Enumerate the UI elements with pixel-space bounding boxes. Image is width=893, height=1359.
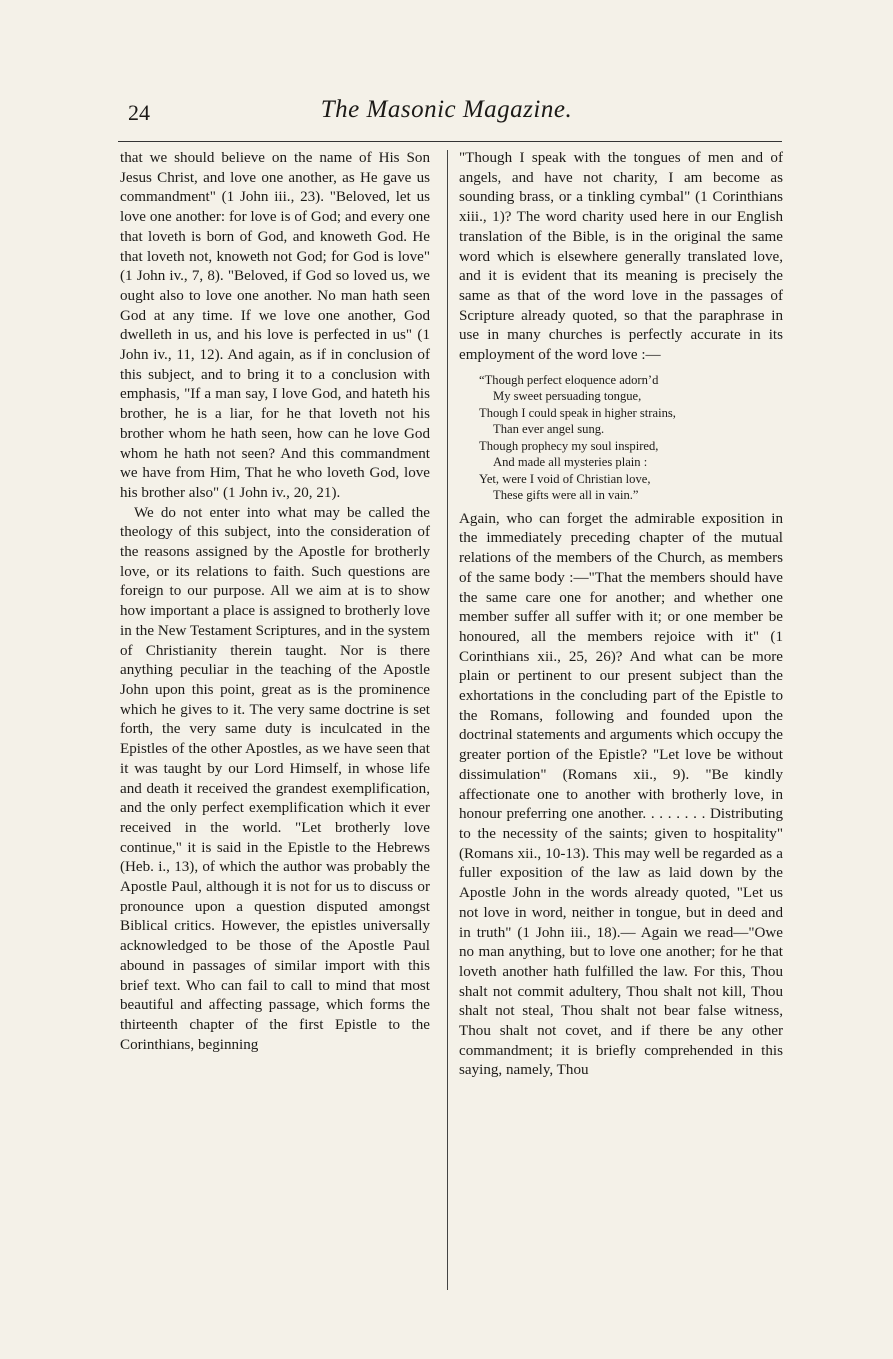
left-paragraph-2: We do not enter into what may be called the theology of this subject, into the consideration of the reasons assigned by the Apostle for brotherly love, or its relations to faith. Such questions are foreign to our purpose. All we aim at is to show how important a place is assigned to brotherly love in the New Testament Scriptures, and in the system of Christianity therein taught. Nor is there anything peculiar in the teaching of the Apostle John upon this point, great as is the prominence which he gives to it. The very same doctrine is set forth, the very same duty is inculcated in the Epistles of the other Apostles, as we have seen that it was taught by our Lord Himself, in whose life and death it received the grandest exemplification, and the only perfect exemplification which it ever received in the world. "Let brotherly love continue," it is said in the Epistle to the Hebrews (Heb. i., 13), of which the author was probably the Apostle Paul, although it is not for us to discuss or pronounce upon a question disputed amongst Biblical critics. However, the epistles universally acknowledged to be those of the Apostle Paul abound in passages of similar import with this brief text. Who can fail to call to mind that most beautiful and affecting passage, which forms the thirteenth chapter of the first Epistle to the Corinthians, beginning — [120, 504, 430, 1053]
running-title: The Masonic Magazine. — [320, 96, 573, 123]
left-column — [120, 149, 430, 1055]
left-paragraph-1: that we should believe on the name of His Son Jesus Christ, and love one another, as He gave us commandment" (1 John iii., 23). "Beloved, let us love one another: for love is of God; and every one that loveth is born of God, and knoweth God. He that loveth not, knoweth not God; for God is love" (1 John iv., 7, 8). "Beloved, if God so loved us, we ought also to love one another. No man hath seen God at any time. If we love one another, God dwelleth in us, and his love is perfected in us" (1 John iv., 11, 12). And again, as if in conclusion of this subject, and to bring it to a conclusion with emphasis, "If a man say, I love God, and hateth his brother, he is a liar, for he that loveth not his brother whom he hath seen, how can he love God whom he hath not seen? And this commandment we have from Him, That he who loveth God, love his brother also" (1 John iv., 20, 21). — [120, 150, 430, 501]
right-paragraph-2: Again, who can forget the admirable exposition in the immediately preceding chapter of the mutual relations of the members of the Church, as members of the same body :—"That the members should have the same care one for another; and whether one member suffer all suffer with it; or one member be honoured, all the members rejoice with it" (1 Corinthians xii., 25, 26)? And what can be more plain or pertinent to our present subject than the exhortations in the concluding part of the Epistle to the Romans, following and founded upon the doctrinal statements and arguments which occupy the greater portion of the Epistle? "Let love be without dissimulation" (Romans xii., 9). "Be kindly affectionate one to another with brotherly love, in honour preferring one another. . . . . . . . Distributing to the necessity of the saints; given to hospitality" (Romans xii., 10-13). This may well be regarded as a fuller exposition of the law as laid down by the Apostle John in the words already quoted, "Let us not love in word, neither in tongue, but in deed and in truth" (1 John iii., 18).— Again we read—"Owe no man anything, but to love one another; for he that loveth another hath fulfilled the law. For this, Thou shalt not commit adultery, Thou shalt not kill, Thou shalt not steal, Thou shalt not bear false witness, Thou shalt not covet, and if there be any other commandment; it is briefly comprehended in this saying, namely, Thou — [459, 510, 783, 1079]
hymn-quotation — [479, 372, 783, 504]
page-number: 24 — [128, 100, 150, 125]
hymn-line: Though I could speak in higher strains, — [479, 405, 676, 420]
hymn-line: And made all mysteries plain : — [493, 455, 648, 470]
hymn-line: Though prophecy my soul inspired, — [479, 438, 659, 453]
hymn-line: Yet, were I void of Christian love, — [479, 471, 651, 486]
right-paragraph-1: "Though I speak with the tongues of men and of angels, and have not charity, I am become as sounding brass, or a tinkling cymbal" (1 Corinthians xiii., 1)? The word charity used here in our English translation of the Bible, is in the original the same word which is elsewhere generally translated love, and it is evident that its meaning is precisely the same as that of the word love in the passages of Scripture already quoted, so that the paraphrase in use in many churches is perfectly accurate in its employment of the word love :— — [459, 150, 783, 364]
page-header — [0, 88, 893, 128]
hymn-line: These gifts were all in vain.” — [493, 488, 639, 503]
column-divider — [447, 150, 448, 1290]
header-rule — [118, 141, 782, 142]
hymn-line: My sweet persuading tongue, — [493, 389, 642, 404]
hymn-line: Than ever angel sung. — [493, 422, 605, 437]
right-column — [459, 149, 783, 1081]
hymn-line: “Though perfect eloquence adorn’d — [479, 372, 659, 387]
